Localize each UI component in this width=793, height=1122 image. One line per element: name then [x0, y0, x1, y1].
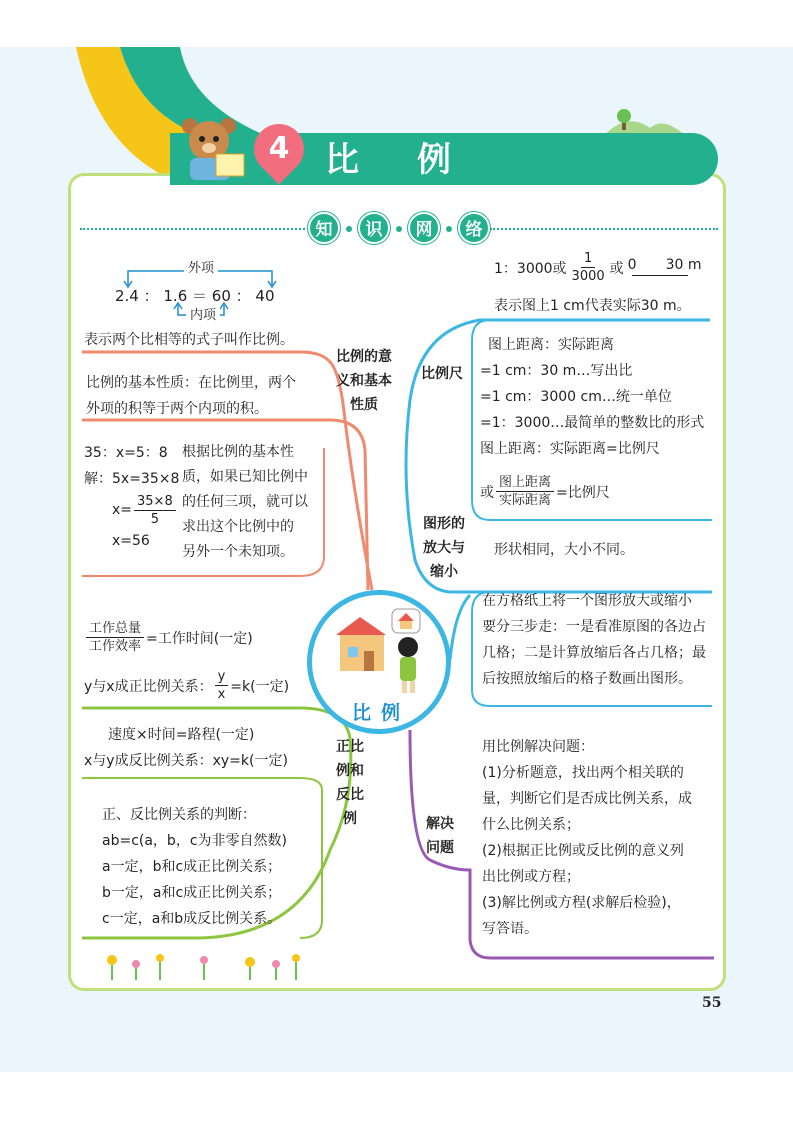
section-char-1: 知 [308, 212, 340, 244]
scale-meaning: 表示图上1 cm代表实际30 m。 [494, 298, 691, 314]
page-title: 比例 [325, 140, 509, 180]
enlarge-same-shape: 形状相同，大小不同。 [494, 542, 634, 558]
scale-fraction: 或 $\frac{\text{图上距离}}{\text{实际距离}}$ =比例尺 [480, 475, 610, 508]
solve-steps: 用比例解决问题： (1)分析题意，找出两个相关联的 量，判断它们是否成比例关系，成 什么比例关系； (2)根据正比例或反比例的意义列 出比例或方程； (3)解比例或方程(求解后检验)， 写答语。 [482, 739, 692, 937]
branch-label-solve: 解决 问题 [426, 816, 454, 856]
scale-steps: 图上距离：实际距离 =1 cm：30 m…写出比 =1 cm：3000 cm…统一单位 =1：3000…最简单的整数比的形式 图上距离：实际距离=比例尺 [480, 337, 705, 457]
scale-bar: 0 30 m [628, 257, 704, 279]
section-char-4: 络 [458, 212, 490, 244]
direct-proportion: y与x成正比例关系： $\frac{y}{x}$ =k(一定) [84, 669, 290, 702]
house-girl-illustration [330, 605, 430, 700]
flower-decoration [100, 948, 320, 984]
section-char-3: 网 [408, 212, 440, 244]
inner-term-label: 内项 [186, 305, 220, 328]
work-ratio: $\frac{\text{工作总量}}{\text{工作效率}}$ =工作时间(一定) [84, 620, 253, 655]
center-title: 比例 [351, 702, 410, 724]
chapter-number: 4 [268, 131, 290, 166]
solve-note: 根据比例的基本性 质，如果已知比例中 的任何三项，就可以 求出这个比例中的 另外一个未知项。 [182, 444, 308, 560]
proportion-judgement: 正、反比例关系的判断： ab=c(a，b，c为非零自然数) a一定，b和c成正比例关系； b一定，a和c成正比例关系； c一定，a和b成反比例关系。 [102, 807, 287, 927]
proportion-definition: 表示两个比相等的式子叫作比例。 [84, 332, 294, 348]
enlarge-steps: 在方格纸上将一个图形放大或缩小 要分三步走：一是看准原图的各边占 几格；二是计算放缩后各占几格；最 后按照放缩后的格子数画出图形。 [482, 593, 706, 687]
page-number: 55 [702, 995, 722, 1011]
basic-property: 比例的基本性质：在比例里，两个 外项的积等于两个内项的积。 [86, 375, 296, 417]
outer-term-label: 外项 [184, 258, 218, 281]
branch-label-meaning: 比例的意 义和基本 性质 [336, 349, 392, 413]
solve-example: 35：x=5：8 解：5x=35×8 x= $\frac{35\times 8}{5}$ x=56 [84, 445, 180, 549]
proportion-example: 2.4 ： 1.6 ＝ 60 ： 40 [115, 287, 275, 305]
inverse-proportion: 速度×时间=路程(一定) x与y成反比例关系：xy=k(一定) [84, 727, 288, 769]
branch-label-direct-inverse: 正比 例和 反比 例 [336, 739, 364, 827]
scale-forms: 1：3000或 $\frac{1}{3000}$ 或 0 30 m [494, 250, 704, 285]
branch-label-enlarge: 图形的 放大与 缩小 [423, 516, 465, 580]
branch-label-scale: 比例尺 [421, 366, 463, 382]
section-char-2: 识 [358, 212, 390, 244]
